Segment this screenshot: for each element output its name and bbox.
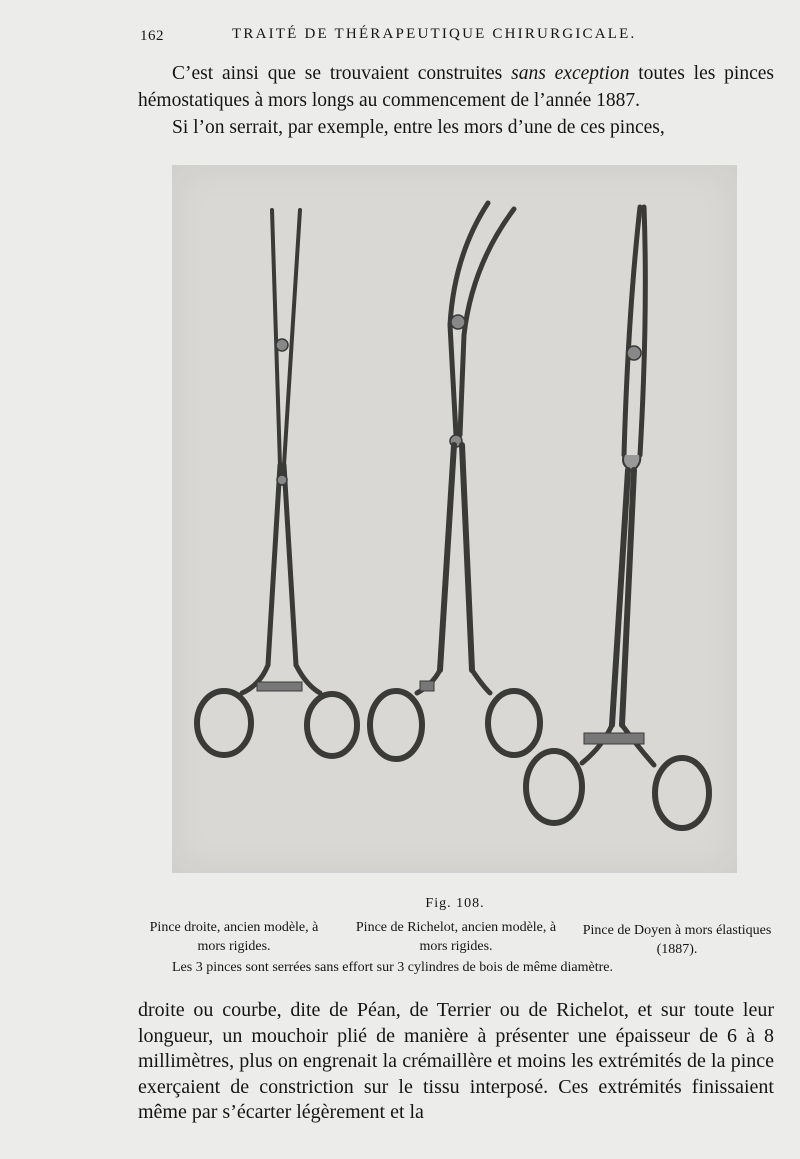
- richelot-forceps-image: [370, 203, 540, 759]
- straight-forceps-image: [197, 210, 357, 756]
- paragraph-1: [138, 60, 774, 114]
- figure-caption-footer: Les 3 pinces sont serrées sans effort sur 3 cylindres de bois de même diamètre.: [172, 960, 613, 975]
- paragraph-3: droite ou courbe, dite de Péan, de Terrier ou de Richelot, et sur toute leur longueur, un mouchoir plié de manière à présenter une épaisseur de 6 à 8 millimètres, plus on engrenait la crémaillère et moins les extrémités de la pince exerçaient de constriction sur le tissu interposé. Ces extrémités finissaient même par s’écarter légèrement et la: [138, 999, 774, 1123]
- paragraph-1-end: toutes les pinces hémostatiques à mors longs au commencement de l’année 1887.: [138, 63, 774, 111]
- forceps-illustration: [172, 165, 737, 873]
- body-text-top: [138, 60, 774, 141]
- doyen-forceps-image: [526, 207, 709, 828]
- paragraph-1-start: C’est ainsi que se trouvaient construites: [172, 63, 512, 84]
- page-number: 162: [140, 28, 164, 44]
- caption-richelot-forceps: Pince de Richelot, ancien modèle, à mors rigides.: [355, 920, 557, 954]
- running-title: TRAITÉ DE THÉRAPEUTIQUE CHIRURGICALE.: [232, 26, 637, 42]
- body-text-bottom: [138, 998, 774, 1126]
- page-header: [140, 22, 780, 46]
- paragraph-2: Si l’on serrait, par exemple, entre les mors d’une de ces pinces,: [172, 117, 665, 138]
- caption-doyen-forceps: Pince de Doyen à mors élastiques (1887).: [582, 923, 772, 957]
- caption-straight-forceps: Pince droite, ancien modèle, à mors rigides.: [149, 920, 319, 954]
- paragraph-1-emphasis: sans exception: [511, 63, 630, 84]
- figure-number: Fig. 108.: [425, 896, 485, 911]
- figure-photograph: [172, 165, 737, 873]
